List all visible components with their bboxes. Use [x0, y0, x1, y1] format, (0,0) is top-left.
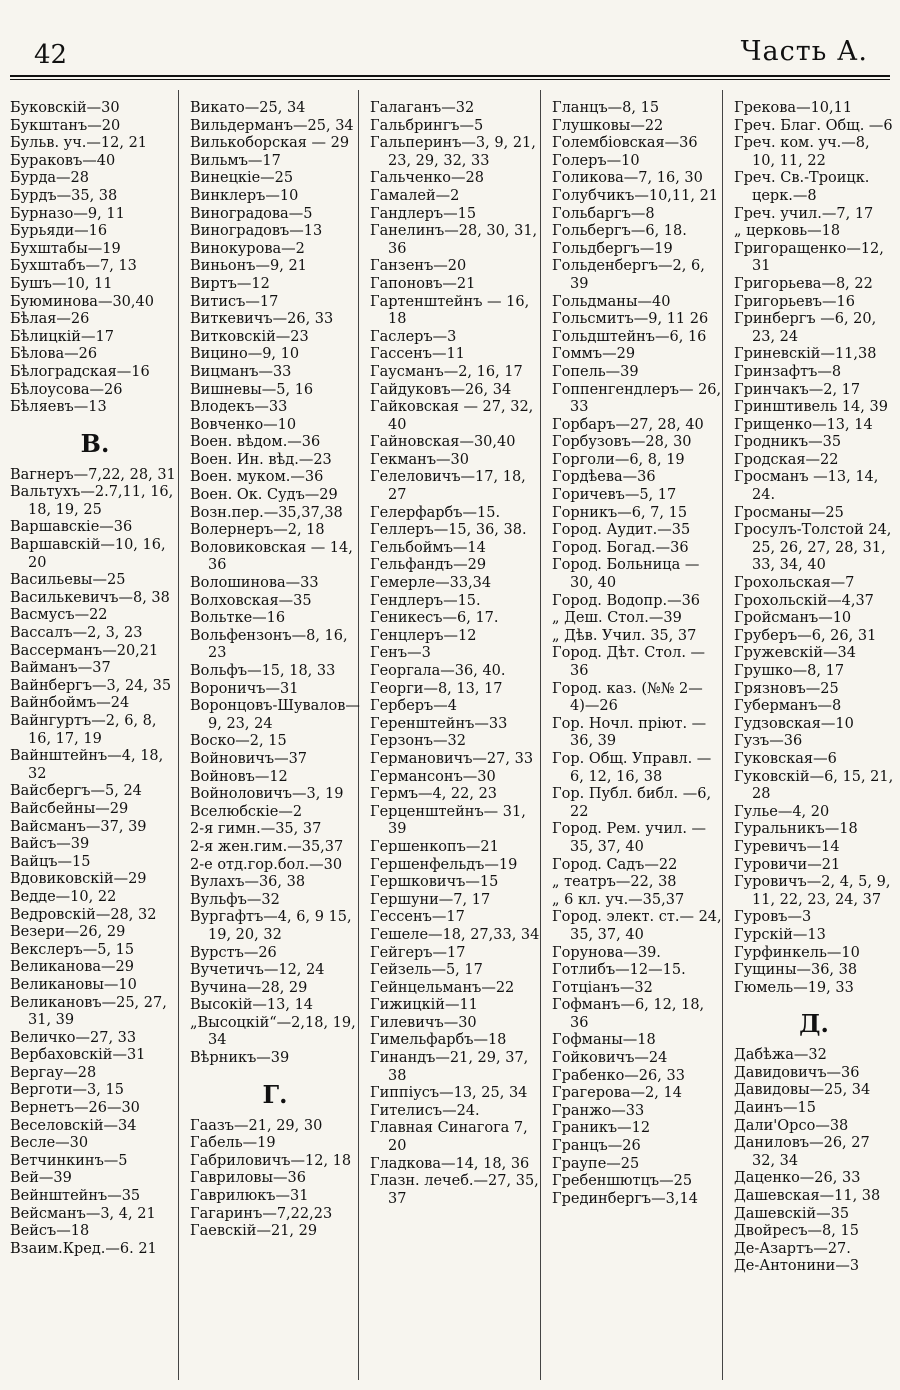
index-entry: Бурда—28: [10, 170, 89, 187]
index-entry: Гейнцельманъ—22: [370, 979, 515, 996]
index-entry: Город. каз. (№№ 2— 4)—26: [552, 680, 703, 715]
index-entry: Генцлеръ—12: [370, 627, 477, 644]
index-entry: Голикова—7, 16, 30: [552, 170, 703, 187]
index-entry: Воен. муком.—36: [190, 469, 324, 486]
index-entry: Вишневы—5, 16: [190, 381, 314, 398]
index-entry: „Высоцкій“—2,18, 19, 34: [190, 1014, 356, 1049]
index-entry: Гершуни—7, 17: [370, 891, 491, 908]
index-entry: Гермъ—4, 22, 23: [370, 786, 498, 803]
part-title: Часть А.: [740, 36, 868, 67]
index-entry: Буковскій—30: [10, 100, 120, 116]
index-entry: Гудзовская—10: [734, 715, 854, 732]
index-entry: Вовченко—10: [190, 416, 297, 433]
index-column-1: [10, 100, 180, 1385]
index-entry: Вилькоборская — 29: [190, 135, 350, 152]
index-entry: Гелерфарбъ—15.: [370, 504, 501, 521]
index-entry: Геренштейнъ—33: [370, 715, 508, 732]
index-entry: Бухштабъ—7, 13: [10, 258, 137, 275]
index-entry: Гаусманъ—2, 16, 17: [370, 363, 523, 380]
index-entry: Вольфъ—15, 18, 33: [190, 663, 336, 679]
index-entry: Глушковы—22: [552, 117, 664, 134]
index-entry: Германовичъ—27, 33: [370, 750, 534, 767]
index-entry: Бѣлоградская—16: [10, 363, 150, 380]
index-entry: Величко—27, 33: [10, 1029, 137, 1046]
index-entry: Грединбергъ—3,14: [552, 1190, 698, 1207]
index-entry: Волошинова—33: [190, 575, 319, 592]
index-entry: Гелеловичъ—17, 18, 27: [370, 469, 526, 504]
index-entry: Вейнштейнъ—35: [10, 1188, 141, 1205]
index-entry: Гессенъ—17: [370, 909, 465, 926]
index-entry: Греч. учил.—7, 17: [734, 205, 874, 222]
index-entry: Верготи—3, 15: [10, 1082, 124, 1099]
index-entry: Греч. Св.-Троицк. церк.—8: [734, 170, 870, 204]
index-entry: Гольсмитъ—9, 11 26: [552, 311, 709, 328]
index-entry: Гапоновъ—21: [370, 275, 476, 292]
index-entry: Вагнеръ—7,22, 28, 31: [10, 466, 176, 483]
index-entry: Вайнбергъ—3, 24, 35: [10, 677, 172, 694]
index-entry: Гольдштейнъ—6, 16: [552, 328, 707, 345]
index-entry: Вицманъ—33: [190, 363, 292, 380]
index-entry: Дашевская—11, 38: [734, 1188, 881, 1205]
index-entry: Ведде—10, 22: [10, 888, 117, 905]
index-entry: Васмусъ—22: [10, 607, 108, 624]
index-entry: Гайдуковъ—26, 34: [370, 381, 512, 398]
index-entry: Грохольскій—4,37: [734, 592, 874, 609]
index-entry: Гимельфарбъ—18: [370, 1032, 507, 1049]
index-entry: Геникесъ—6, 17.: [370, 610, 499, 627]
index-entry: Гройсманъ—10: [734, 610, 852, 627]
index-entry: Векслеръ—5, 15: [10, 941, 135, 958]
index-entry: „ театръ—22, 38: [552, 874, 677, 891]
index-entry: Вассерманъ—20,21: [10, 642, 159, 659]
index-entry: Гоммъ—29: [552, 346, 636, 363]
index-entry: Ведровскій—28, 32: [10, 906, 157, 923]
index-entry: Гаазъ—21, 29, 30: [190, 1117, 323, 1134]
index-entry: Гайновская—30,40: [370, 434, 516, 451]
index-entry: Вдовиковскій—29: [10, 871, 147, 888]
index-entry: Возн.пер.—35,37,38: [190, 504, 343, 521]
column-divider: [540, 90, 541, 1380]
index-entry: Бурдъ—35, 38: [10, 187, 118, 204]
index-entry: Виноградова—5: [190, 205, 313, 222]
index-entry: 2-я жен.гим.—35,37: [190, 838, 344, 855]
index-entry: Васильевы—25: [10, 572, 126, 589]
index-entry: Город. Аудит.—35: [552, 522, 691, 539]
index-entry: Вайнбоймъ—24: [10, 695, 130, 712]
index-entry: Витковскій—23: [190, 328, 309, 345]
index-entry: Вороничъ—31: [190, 680, 299, 697]
index-entry: Георгала—36, 40.: [370, 663, 506, 679]
index-entry: Гекманъ—30: [370, 451, 470, 468]
index-entry: Гершенкопъ—21: [370, 838, 499, 855]
index-entry: Гилевичъ—30: [370, 1014, 477, 1031]
index-entry: Гребеншютцъ—25: [552, 1173, 693, 1190]
index-entry: „ церковь—18: [734, 223, 841, 240]
index-entry: Великановъ—25, 27, 31, 39: [10, 994, 167, 1029]
column-divider: [722, 90, 723, 1380]
index-entry: Вицино—9, 10: [190, 346, 300, 363]
index-entry: Гуровичъ—2, 4, 5, 9, 11, 22, 23, 24, 37: [734, 874, 891, 908]
index-entry: Дабѣжа—32: [734, 1047, 827, 1064]
index-entry: Вейсманъ—3, 4, 21: [10, 1205, 156, 1222]
index-entry: Винклеръ—10: [190, 187, 299, 204]
index-entry: Гуревичъ—14: [734, 838, 840, 855]
index-entry: Город. Водопр.—36: [552, 592, 701, 609]
index-entry: Гранжо—33: [552, 1102, 645, 1119]
index-entry: Гойковичъ—24: [552, 1050, 668, 1067]
header-rule: [10, 75, 890, 77]
index-entry: Бухштабы—19: [10, 240, 121, 257]
index-entry: Букштанъ—20: [10, 117, 121, 134]
index-entry: Гопель—39: [552, 363, 639, 380]
index-entry: Волернеръ—2, 18: [190, 522, 325, 539]
index-entry: Гижицкій—11: [370, 997, 478, 1014]
index-entry: Город. Садъ—22: [552, 856, 678, 873]
index-entry: Город. Рем. учил. —35, 37, 40: [552, 821, 707, 855]
index-entry: Бѣлоусова—26: [10, 381, 123, 398]
index-entry: „ Деш. Стол.—39: [552, 610, 682, 627]
index-entry: Голубчикъ—10,11, 21: [552, 187, 719, 204]
index-entry: Вульфъ—32: [190, 891, 280, 908]
index-entry: Гиппіусъ—13, 25, 34: [370, 1085, 528, 1102]
index-entry: „ Дѣв. Учил. 35, 37: [552, 627, 697, 644]
index-entry: Главная Синагога 7, 20: [370, 1120, 528, 1155]
index-entry: Гриневскій—11,38: [734, 346, 877, 363]
index-entry: Гродникъ—35: [734, 434, 842, 451]
index-entry: Гросулъ-Толстой 24, 25, 26, 27, 28, 31, 33, 34, 40: [734, 522, 892, 574]
index-entry: Гулье—4, 20: [734, 803, 830, 820]
index-entry: Варшавскій—10, 16, 20: [10, 537, 166, 571]
index-entry: Де-Азартъ—27.: [734, 1240, 851, 1257]
index-entry: Герценштейнъ— 31, 39: [370, 803, 526, 838]
index-entry: Германсонъ—30: [370, 768, 496, 785]
index-entry: Бушъ—10, 11: [10, 275, 113, 292]
index-entry: Бурназо—9, 11: [10, 205, 125, 222]
section-heading: В.: [80, 428, 110, 458]
index-entry: Воловиковская — 14, 36: [190, 539, 353, 574]
index-entry: Бурьяди—16: [10, 223, 108, 240]
index-entry: Готлибъ—12—15.: [552, 962, 686, 979]
index-entry: Вайнштейнъ—4, 18, 32: [10, 748, 164, 782]
index-entry: Гемерле—33,34: [370, 575, 492, 592]
index-entry: Вайсманъ—37, 39: [10, 818, 147, 835]
index-entry: Бѣляевъ—13: [10, 399, 107, 416]
page-header: [0, 0, 900, 82]
index-entry: Войновичъ—37: [190, 750, 308, 767]
index-entry: Вайсбейны—29: [10, 800, 129, 817]
index-entry: Грищенко—13, 14: [734, 416, 873, 433]
index-entry: Дашевскій—35: [734, 1205, 850, 1222]
index-entry: Гершковичъ—15: [370, 874, 499, 891]
index-entry: Грекова—10,11: [734, 100, 853, 116]
index-entry: Гальперинъ—3, 9, 21, 23, 29, 32, 33: [370, 135, 536, 169]
index-entry: Гассенъ—11: [370, 346, 465, 363]
index-entry: Гагаринъ—7,22,23: [190, 1205, 333, 1222]
index-entry: Волховская—35: [190, 592, 312, 609]
index-entry: Гуровичи—21: [734, 856, 841, 873]
index-entry: Гаслеръ—3: [370, 328, 457, 345]
index-entry: Вернетъ—26—30: [10, 1100, 140, 1117]
index-entry: Гольденбергъ—2, 6, 39: [552, 258, 705, 292]
index-entry: Григорьевъ—16: [734, 293, 855, 310]
index-entry: Грабенко—26, 33: [552, 1067, 685, 1084]
index-entry: Греч. ком. уч.—8, 10, 11, 22: [734, 135, 870, 169]
index-entry: Гольбаргъ—8: [552, 205, 655, 222]
index-entry: Вайцъ—15: [10, 853, 91, 870]
index-entry: Гросманы—25: [734, 504, 844, 521]
index-entry: Вей—39: [10, 1170, 72, 1187]
index-entry: Генъ—3: [370, 645, 431, 662]
index-entry: Гросманъ —13, 14, 24.: [734, 469, 879, 504]
index-entry: Гринбергъ —6, 20, 23, 24: [734, 311, 877, 345]
index-entry: Гор. Общ. Управл. —6, 12, 16, 38: [552, 750, 712, 785]
index-entry: Гельфандъ—29: [370, 557, 487, 574]
index-entry: Вулахъ—36, 38: [190, 874, 306, 891]
index-entry: Вургафтъ—4, 6, 9 15, 19, 20, 32: [190, 909, 352, 943]
index-entry: Вайнгуртъ—2, 6, 8, 16, 17, 19: [10, 713, 157, 747]
index-entry: Взаим.Кред.—6. 21: [10, 1240, 157, 1257]
index-entry: Винецкіе—25: [190, 170, 294, 187]
index-entry: Влодекъ—33: [190, 399, 288, 416]
index-entry: Бѣлова—26: [10, 346, 98, 363]
index-entry: Гродская—22: [734, 451, 839, 468]
index-entry: „ 6 кл. уч.—35,37: [552, 891, 685, 908]
index-entry: Гольбергъ—6, 18.: [552, 223, 687, 240]
index-entry: Войновъ—12: [190, 768, 288, 785]
index-entry: Граупе—25: [552, 1155, 640, 1172]
index-entry: Голембіовская—36: [552, 135, 698, 152]
index-entry: Гольдманы—40: [552, 293, 671, 310]
index-entry: Де-Антонини—3: [734, 1258, 860, 1275]
index-entry: Веселовскій—34: [10, 1117, 137, 1134]
index-entry: Войноловичъ—3, 19: [190, 786, 344, 803]
index-entry: Вселюбскіе—2: [190, 803, 303, 820]
index-entry: Воен. вѣдом.—36: [190, 434, 321, 451]
index-entry: Горникъ—6, 7, 15: [552, 504, 688, 521]
index-entry: Гор. Публ. библ. —6, 22: [552, 786, 712, 820]
index-entry: Виртъ—12: [190, 275, 270, 292]
index-column-5: [734, 100, 894, 1385]
index-entry: Гейзель—5, 17: [370, 962, 483, 979]
index-entry: Виноградовъ—13: [190, 223, 323, 240]
index-entry: Викато—25, 34: [190, 100, 306, 116]
header-rule-thin: [10, 79, 890, 80]
index-entry: Гаевскій—21, 29: [190, 1223, 318, 1240]
index-entry: Гор. Ночл. пріют. —36, 39: [552, 715, 707, 750]
index-entry: Гейгеръ—17: [370, 944, 466, 961]
index-entry: Гранцъ—26: [552, 1138, 641, 1155]
index-entry: Гуровъ—3: [734, 909, 812, 926]
index-entry: Голеръ—10: [552, 152, 640, 169]
index-entry: Гельбоймъ—14: [370, 539, 486, 556]
index-entry: Грязновъ—25: [734, 680, 839, 697]
index-entry: Гуковскій—6, 15, 21, 28: [734, 768, 894, 803]
index-entry: Гринштивель 14, 39: [734, 399, 888, 416]
index-entry: Вѣрникъ—39: [190, 1050, 290, 1067]
index-entry: Гальченко—28: [370, 170, 484, 187]
section-heading: Г.: [262, 1079, 288, 1109]
index-entry: Губерманъ—8: [734, 698, 842, 715]
index-entry: Василькевичъ—8, 38: [10, 589, 170, 606]
index-entry: Гладкова—14, 18, 36: [370, 1155, 530, 1172]
index-entry: Весле—30: [10, 1135, 89, 1152]
index-entry: Везери—26, 29: [10, 924, 126, 941]
index-entry: Гуральникъ—18: [734, 821, 858, 838]
index-entry: Великановы—10: [10, 976, 137, 993]
index-entry: Гавриловы—36: [190, 1170, 306, 1187]
index-entry: Гешеле—18, 27,33, 34: [370, 926, 540, 943]
index-entry: Вайманъ—37: [10, 660, 111, 677]
index-column-3: [370, 100, 540, 1385]
index-entry: Горбузовъ—28, 30: [552, 434, 692, 451]
index-entry: Даценко—26, 33: [734, 1170, 861, 1187]
index-entry: 2-я гимн.—35, 37: [190, 821, 322, 838]
index-entry: Даинъ—15: [734, 1100, 816, 1117]
index-entry: 2-е отд.гор.бол.—30: [190, 856, 343, 873]
index-entry: Гаврилюкъ—31: [190, 1188, 309, 1205]
index-entry: Вильмъ—17: [190, 152, 281, 169]
index-entry: Грушко—8, 17: [734, 663, 845, 679]
index-entry: Гланцъ—8, 15: [552, 100, 660, 116]
index-entry: Горунова—39.: [552, 944, 661, 961]
index-entry: Греч. Благ. Общ. —6: [734, 117, 893, 134]
index-entry: Витисъ—17: [190, 293, 279, 310]
index-entry: Давидовичъ—36: [734, 1064, 860, 1081]
index-column-4: [552, 100, 722, 1385]
index-entry: Бураковъ—40: [10, 152, 116, 169]
index-entry: Горбаръ—27, 28, 40: [552, 416, 704, 433]
index-entry: Гружевскій—34: [734, 645, 856, 662]
index-entry: Гофманъ—6, 12, 18, 36: [552, 997, 705, 1031]
index-entry: Варшавскіе—36: [10, 519, 133, 536]
index-entry: Вольфензонъ—8, 16, 23: [190, 627, 348, 662]
index-entry: Буюминова—30,40: [10, 293, 154, 310]
index-entry: Бульв. уч.—12, 21: [10, 135, 148, 152]
index-entry: Герберъ—4: [370, 698, 458, 715]
index-entry: Григорьева—8, 22: [734, 275, 873, 292]
index-entry: Габриловичъ—12, 18: [190, 1152, 352, 1169]
index-entry: Гершенфельдъ—19: [370, 856, 518, 873]
index-entry: Даниловъ—26, 27 32, 34: [734, 1135, 870, 1169]
index-entry: Гинандъ—21, 29, 37, 38: [370, 1050, 529, 1084]
index-entry: Гайковская — 27, 32, 40: [370, 399, 534, 433]
index-entry: Галаганъ—32: [370, 100, 475, 116]
index-entry: Гурскій—13: [734, 926, 826, 943]
index-entry: Глазн. лечеб.—27, 35, 37: [370, 1173, 539, 1207]
index-entry: Вучетичъ—12, 24: [190, 962, 325, 979]
index-entry: Воен. Ин. вѣд.—23: [190, 451, 332, 468]
index-entry: Вальтухъ—2.7,11, 16, 18, 19, 25: [10, 484, 174, 518]
index-entry: Гофманы—18: [552, 1032, 656, 1049]
index-entry: Гамалей—2: [370, 187, 460, 204]
index-entry: Город. элект. ст.— 24, 35, 37, 40: [552, 909, 722, 943]
index-entry: Вайсъ—39: [10, 836, 90, 853]
index-entry: Великанова—29: [10, 959, 134, 976]
index-entry: Гандлеръ—15: [370, 205, 477, 222]
index-entry: Виткевичъ—26, 33: [190, 311, 334, 328]
index-entry: Гузъ—36: [734, 733, 803, 750]
index-entry: Граникъ—12: [552, 1120, 651, 1137]
index-entry: Гоппенгендлеръ— 26, 33: [552, 381, 722, 416]
index-entry: Город. Больница —30, 40: [552, 557, 700, 592]
index-entry: Воен. Ок. Судъ—29: [190, 487, 338, 504]
index-entry: Гальбрингъ—5: [370, 117, 484, 134]
index-entry: Вурстъ—26: [190, 944, 277, 961]
index-entry: Грагерова—2, 14: [552, 1085, 682, 1102]
index-entry: Ветчинкинъ—5: [10, 1152, 128, 1169]
index-entry: Воронцовъ-Шувалов—9, 23, 24: [190, 698, 360, 732]
index-entry: Габель—19: [190, 1135, 276, 1152]
index-entry: Вильдерманъ—25, 34: [190, 117, 354, 134]
index-entry: Горичевъ—5, 17: [552, 487, 677, 504]
index-entry: Гордѣева—36: [552, 469, 656, 486]
index-entry: Гринзафтъ—8: [734, 363, 842, 380]
index-entry: Вергау—28: [10, 1064, 97, 1081]
index-entry: Гринчакъ—2, 17: [734, 381, 861, 398]
index-entry: Гюмель—19, 33: [734, 979, 854, 996]
index-entry: Бѣлая—26: [10, 311, 90, 328]
index-entry: Воско—2, 15: [190, 733, 287, 750]
index-entry: Григоращенко—12, 31: [734, 240, 884, 275]
index-entry: Высокій—13, 14: [190, 997, 314, 1014]
index-entry: Вассалъ—2, 3, 23: [10, 625, 143, 642]
index-entry: Винокурова—2: [190, 240, 305, 257]
index-entry: Горголи—6, 8, 19: [552, 451, 685, 468]
index-entry: Герзонъ—32: [370, 733, 466, 750]
index-entry: Вучина—28, 29: [190, 979, 308, 996]
index-entry: Дали'Орсо—38: [734, 1117, 849, 1134]
index-entry: Гартенштейнъ — 16, 18: [370, 293, 530, 328]
index-entry: Вольтке—16: [190, 610, 286, 627]
index-entry: Груберъ—6, 26, 31: [734, 627, 877, 644]
index-entry: Георги—8, 13, 17: [370, 680, 503, 697]
index-entry: Геллеръ—15, 36, 38.: [370, 522, 527, 539]
index-entry: Ганзенъ—20: [370, 258, 467, 275]
index-entry: Гурфинкель—10: [734, 944, 860, 961]
index-entry: Ганелинъ—28, 30, 31, 36: [370, 223, 538, 257]
index-entry: Бѣлицкій—17: [10, 328, 114, 345]
index-column-2: [190, 100, 360, 1385]
section-heading: Д.: [799, 1009, 829, 1039]
index-entry: Гуковская—6: [734, 750, 837, 767]
index-entry: Гендлеръ—15.: [370, 592, 481, 609]
index-entry: Грохольская—7: [734, 575, 855, 592]
index-entry: Гущины—36, 38: [734, 962, 858, 979]
index-entry: Город. Богад.—36: [552, 539, 689, 556]
index-entry: Вербаховскій—31: [10, 1047, 146, 1064]
index-entry: Готціанъ—32: [552, 979, 653, 996]
index-entry: Двойресъ—8, 15: [734, 1223, 859, 1240]
index-entry: Виньонъ—9, 21: [190, 258, 307, 275]
page-number: 42: [34, 40, 68, 70]
index-entry: Вайсбергъ—5, 24: [10, 783, 142, 800]
index-entry: Гителисъ—24.: [370, 1102, 480, 1119]
index-entry: Давидовы—25, 34: [734, 1082, 871, 1099]
index-entry: Город. Дѣт. Стол. —36: [552, 645, 706, 679]
index-entry: Вейсъ—18: [10, 1223, 90, 1240]
index-entry: Гольдбергъ—19: [552, 240, 673, 257]
